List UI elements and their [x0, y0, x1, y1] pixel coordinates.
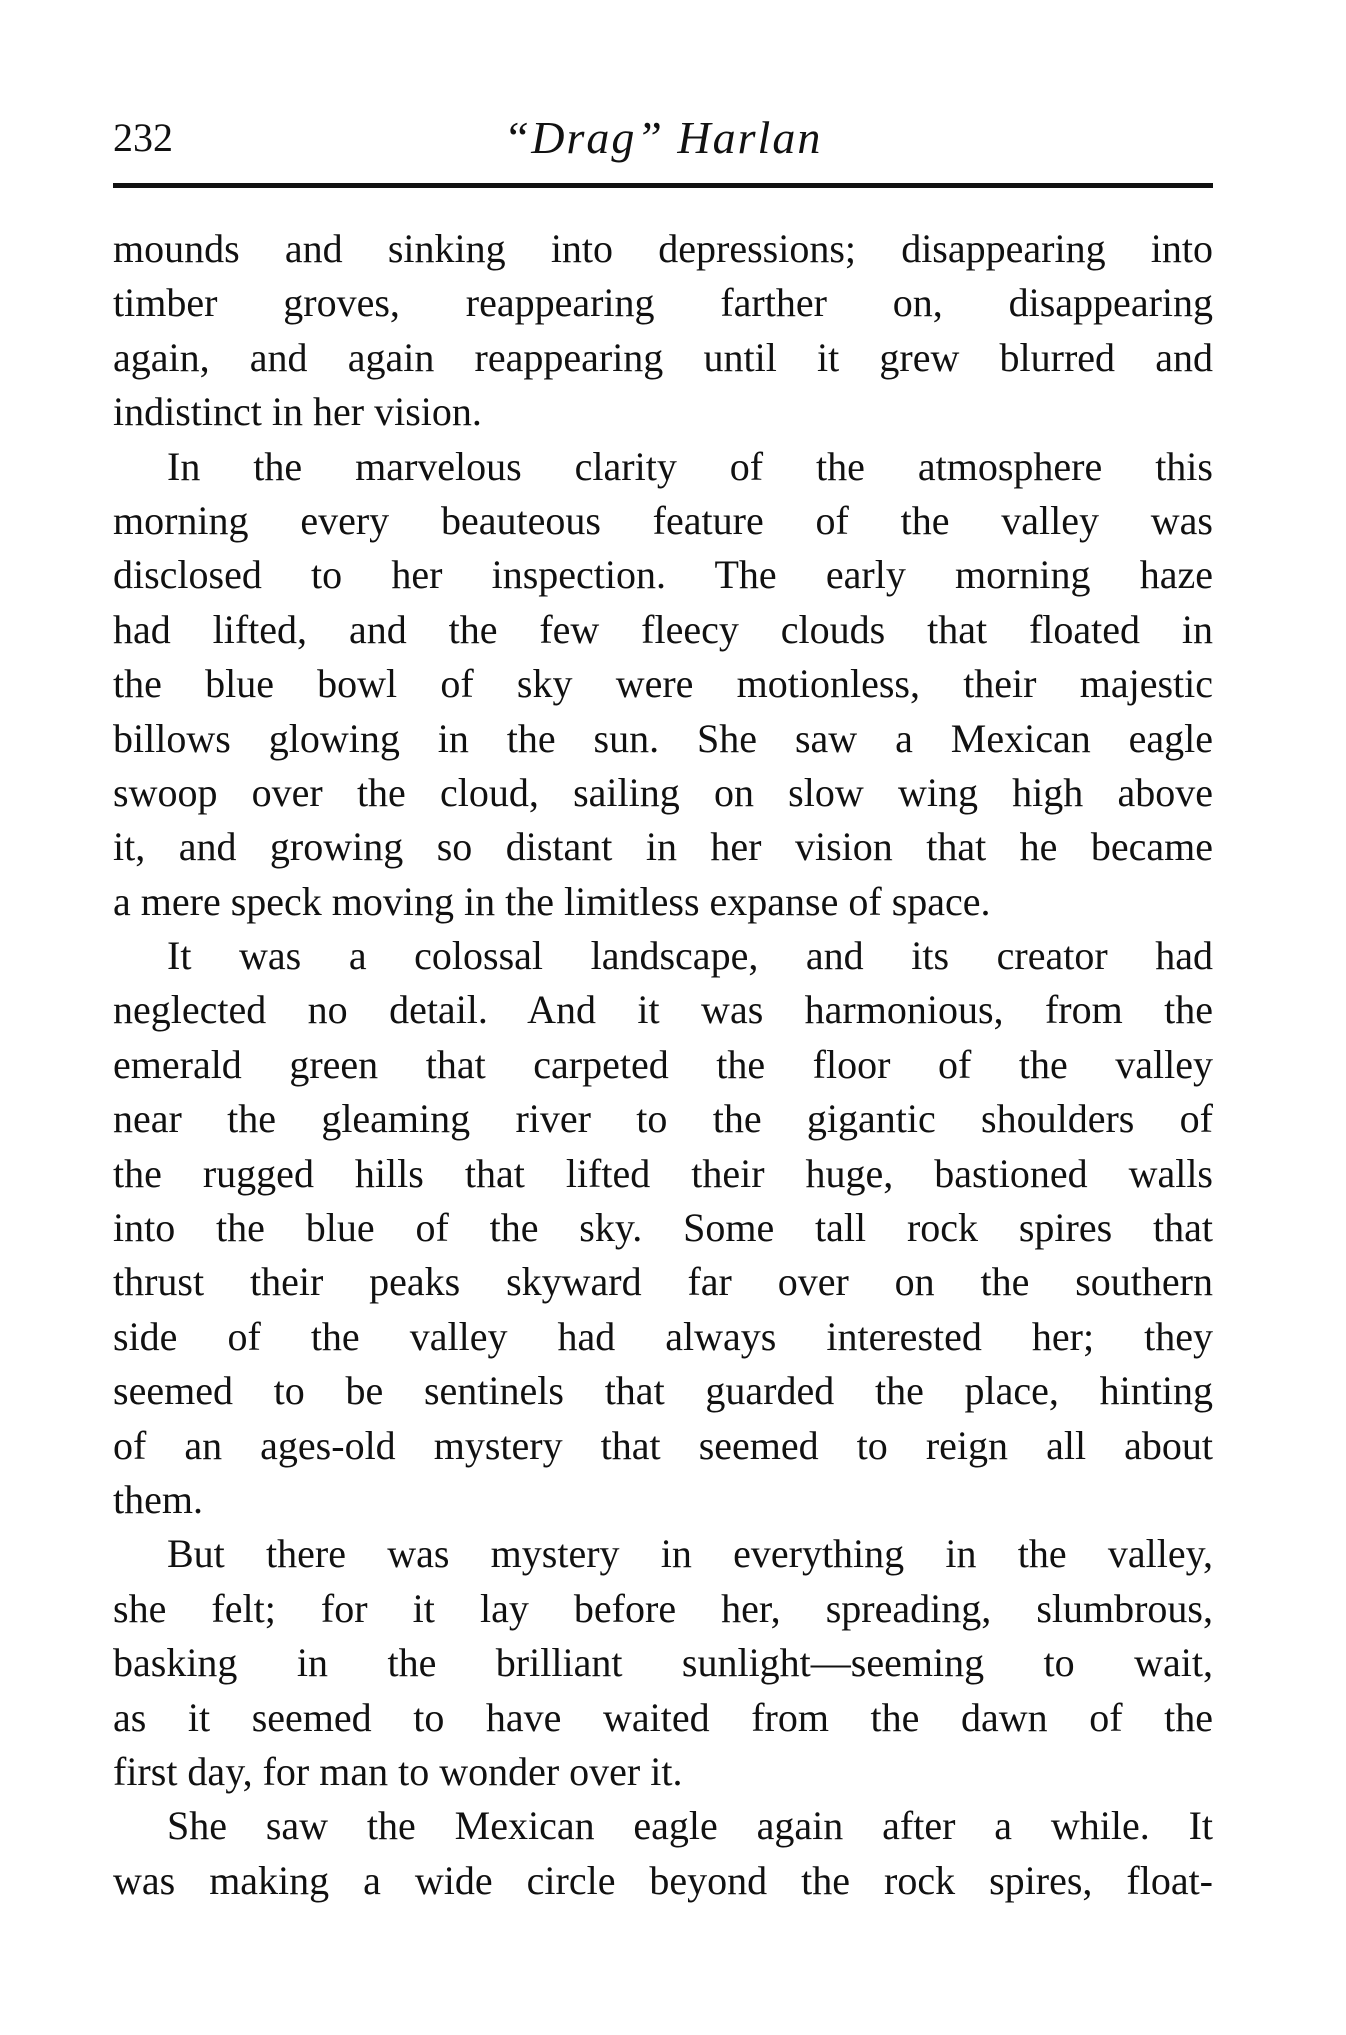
text-line: a mere speck moving in the limitless expanse of space. [113, 878, 991, 924]
paragraph [113, 222, 1213, 440]
page-number: 232 [113, 115, 173, 160]
text-line: It was a colossal landscape, and its creator had [167, 933, 1213, 979]
text-line: But there was mystery in everything in the valley, [167, 1531, 1213, 1577]
text-line: as it seemed to have waited from the dawn of the [113, 1694, 1213, 1740]
text-line: In the marvelous clarity of the atmosphere this [167, 443, 1213, 489]
text-line: thrust their peaks skyward far over on the southern [113, 1259, 1213, 1305]
text-line: seemed to be sentinels that guarded the place, hinting [113, 1368, 1213, 1414]
text-line: it, and growing so distant in her vision that he became [113, 824, 1213, 870]
text-line: emerald green that carpeted the floor of the valley [113, 1041, 1213, 1087]
text-line: timber groves, reappearing farther on, disappearing [113, 280, 1213, 326]
header-rule [113, 183, 1213, 188]
running-title: “Drag” Harlan [503, 112, 823, 163]
text-line: again, and again reappearing until it grew blurred and [113, 334, 1213, 380]
text-line: near the gleaming river to the gigantic shoulders of [113, 1096, 1213, 1142]
text-line: was making a wide circle beyond the rock spires, float- [113, 1857, 1213, 1903]
text-line: first day, for man to wonder over it. [113, 1748, 683, 1794]
body-text [113, 222, 1213, 1908]
paragraph [113, 1799, 1213, 1908]
text-line: swoop over the cloud, sailing on slow wing high above [113, 769, 1213, 815]
text-line: billows glowing in the sun. She saw a Mexican eagle [113, 715, 1213, 761]
text-line: She saw the Mexican eagle again after a while. It [167, 1803, 1213, 1849]
text-line: indistinct in her vision. [113, 389, 482, 435]
text-line: morning every beauteous feature of the valley was [113, 497, 1213, 543]
text-line: side of the valley had always interested her; they [113, 1313, 1213, 1359]
text-line: the rugged hills that lifted their huge, bastioned walls [113, 1150, 1213, 1196]
text-line: them. [113, 1476, 203, 1522]
text-line: into the blue of the sky. Some tall rock spires that [113, 1205, 1213, 1251]
text-line: disclosed to her inspection. The early morning haze [113, 552, 1213, 598]
text-line: she felt; for it lay before her, spreading, slumbrous, [113, 1585, 1213, 1631]
text-line: had lifted, and the few fleecy clouds that floated in [113, 606, 1213, 652]
paragraph [113, 929, 1213, 1527]
text-line: the blue bowl of sky were motionless, their majestic [113, 661, 1213, 707]
text-line: of an ages-old mystery that seemed to reign all about [113, 1422, 1213, 1468]
text-line: mounds and sinking into depressions; disappearing into [113, 226, 1213, 271]
paragraph [113, 1527, 1213, 1799]
paragraph [113, 440, 1213, 930]
running-header [113, 108, 1213, 168]
text-line: neglected no detail. And it was harmonious, from the [113, 987, 1213, 1033]
text-line: basking in the brilliant sunlight—seeming to wait, [113, 1640, 1213, 1686]
